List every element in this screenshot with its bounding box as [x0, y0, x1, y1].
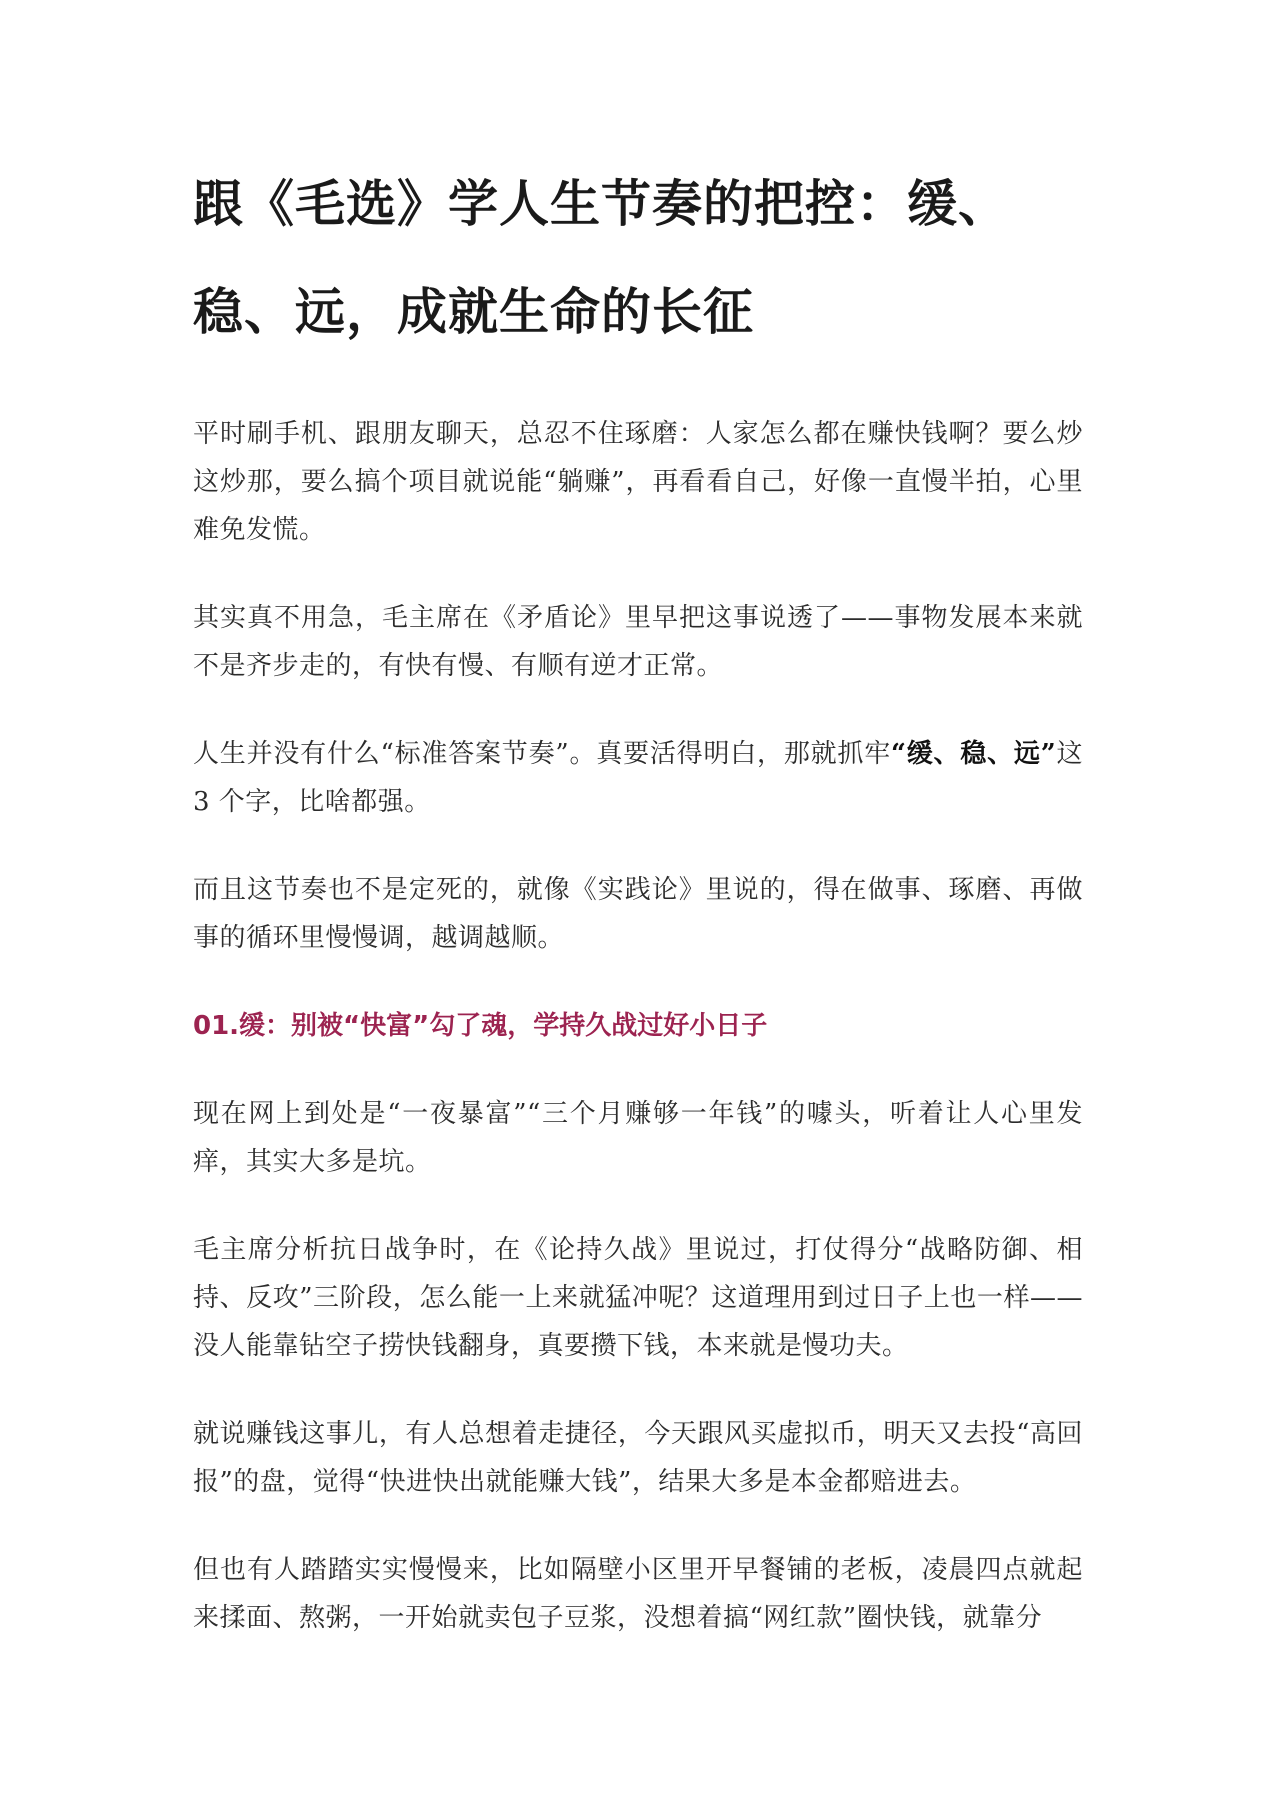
section-paragraph-1: 现在网上到处是“一夜暴富”“三个月赚够一年钱”的噱头，听着让人心里发痒，其实大多是坑。 [193, 1099, 1083, 1177]
article-title: 跟《毛选》学人生节奏的把控：缓、稳、远，成就生命的长征 [193, 175, 1009, 341]
spacer [193, 366, 1083, 410]
section-paragraph-2: 毛主席分析抗日战争时，在《论持久战》里说过，打仗得分“战略防御、相持、反攻”三阶段，怎么能一上来就猛冲呢？这道理用到过日子上也一样——没人能靠钻空子捞快钱翻身，真要攒下钱，本来就是慢功夫。 [193, 1235, 1083, 1361]
spacer [193, 962, 1083, 1002]
section-paragraph-3: 就说赚钱这事儿，有人总想着走捷径，今天跟风买虚拟币，明天又去投“高回报”的盘，觉得“快进快出就能赚大钱”，结果大多是本金都赔进去。 [193, 1419, 1083, 1497]
article [193, 150, 1083, 1642]
paragraph-3-text-end: 这 3 个字，比啥都强。 [193, 739, 1083, 817]
paragraph-2: 其实真不用急，毛主席在《矛盾论》里早把这事说透了——事物发展本来就不是齐步走的，有快有慢、有顺有逆才正常。 [193, 603, 1083, 681]
spacer [193, 554, 1083, 594]
paragraph-3 [193, 730, 1083, 826]
section-heading-01: 01.缓：别被“快富”勾了魂，学持久战过好小日子 [193, 1011, 768, 1041]
spacer [193, 826, 1083, 866]
paragraph-4: 而且这节奏也不是定死的，就像《实践论》里说的，得在做事、琢磨、再做事的循环里慢慢调，越调越顺。 [193, 875, 1083, 953]
spacer [193, 1186, 1083, 1226]
paragraph-3-text-start: 人生并没有什么“标准答案节奏”。真要活得明白，那就抓牢 [193, 739, 892, 769]
spacer [193, 1506, 1083, 1546]
spacer [193, 690, 1083, 730]
section-paragraph-4: 但也有人踏踏实实慢慢来，比如隔壁小区里开早餐铺的老板，凌晨四点就起来揉面、熬粥，一开始就卖包子豆浆，没想着搞“网红款”圈快钱，就靠分 [193, 1555, 1083, 1633]
paragraph-1: 平时刷手机、跟朋友聊天，总忍不住琢磨：人家怎么都在赚快钱啊？要么炒这炒那，要么搞个项目就说能“躺赚”，再看看自己，好像一直慢半拍，心里难免发慌。 [193, 419, 1083, 545]
spacer [193, 1050, 1083, 1090]
spacer [193, 1370, 1083, 1410]
keyword-emphasis: “缓、稳、远” [891, 739, 1057, 769]
